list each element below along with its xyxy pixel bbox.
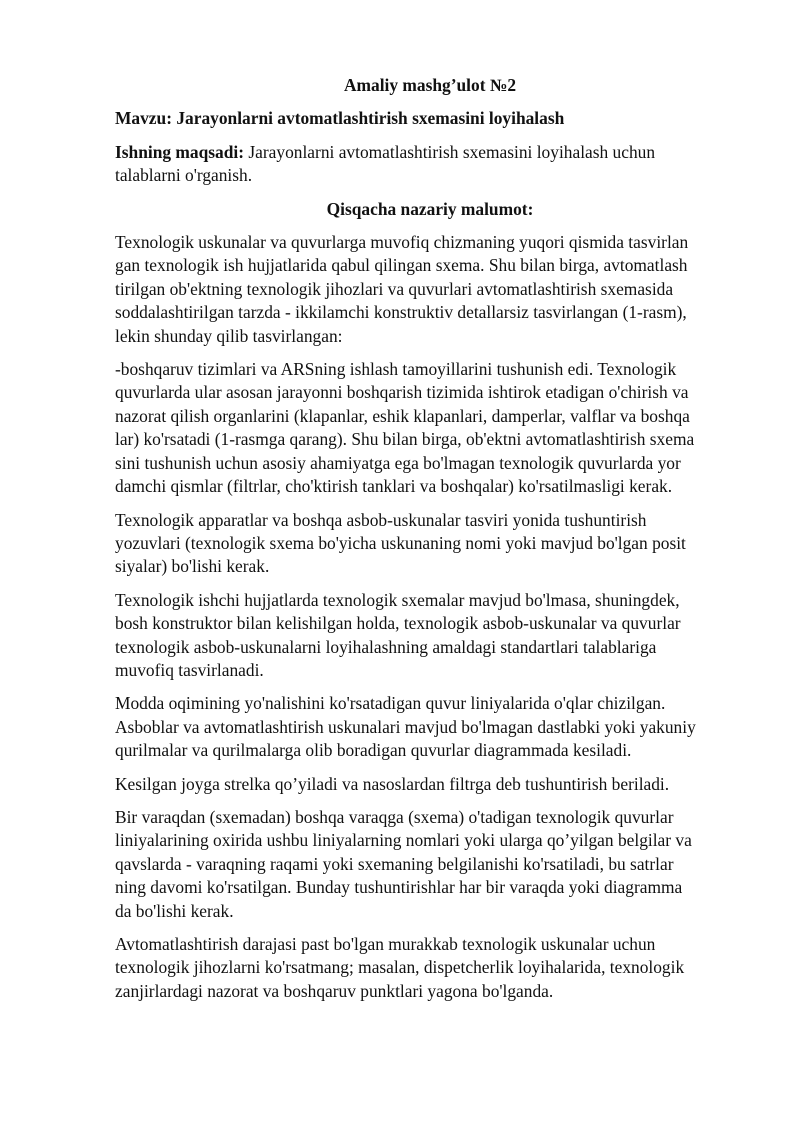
paragraph-line: Asboblar va avtomatlashtirish uskunalari mavjud bo'lmagan dastlabki yoki yakuniy [115, 716, 696, 737]
paragraph-line: texnologik jihozlarni ko'rsatmang; masalan, dispetcherlik loyihalarida, texnologik [115, 957, 685, 978]
paragraph-line: -boshqaruv tizimlari va ARSning ishlash tamoyillarini tushunish edi. Texnologik [115, 359, 677, 380]
paragraph-line: quvurlarda ular asosan jarayonni boshqarish tizimida ishtirok etadigan o'chirish va [115, 382, 689, 403]
paragraph [115, 509, 745, 579]
paragraph-line: nazorat qilish organlarini (klapanlar, eshik klapanlari, damperlar, valflar va boshqa [115, 405, 690, 426]
paragraph-line: texnologik asbob-uskunalarni loyihalashning amaldagi standartlari talablariga [115, 636, 657, 657]
paragraph-line: qurilmalar va qurilmalarga olib boradigan quvurlar diagrammada kesiladi. [115, 740, 632, 761]
paragraph [115, 692, 745, 762]
document-title: Amaliy mashg’ulot №2 [343, 75, 517, 95]
paragraph-line: lekin shunday qilib tasvirlangan: [115, 325, 343, 346]
paragraph-line: Kesilgan joyga strelka qo’yiladi va nasoslardan filtrga deb tushuntirish beriladi. [115, 773, 670, 794]
paragraph-line: Bir varaqdan (sxemadan) boshqa varaqga (sxema) o'tadigan texnologik quvurlar [115, 806, 674, 827]
paragraph-line: liniyalarining oxirida ushbu liniyalarning nomlari yoki ularga qo’yilgan belgilar va [115, 830, 692, 851]
document-page [115, 74, 745, 1013]
paragraph-line: gan texnologik ish hujjatlarida qabul qilingan sxema. Shu bilan birga, avtomatlash [115, 255, 688, 276]
body-text [115, 231, 745, 1003]
paragraph-line: Avtomatlashtirish darajasi past bo'lgan murakkab texnologik uskunalar uchun [115, 934, 656, 954]
paragraph-line: tirilgan ob'ektning texnologik jihozlari va quvurlari avtomatlashtirish sxemasida [115, 278, 674, 299]
paragraph-line: zanjirlardagi nazorat va boshqaruv punktlari yagona bo'lganda. [115, 980, 554, 1001]
purpose-line: talablarni o'rganish. [115, 165, 253, 186]
purpose-text: Jarayonlarni avtomatlashtirish sxemasini loyihalash uchun [244, 141, 656, 162]
paragraph-line: qavslarda - varaqning raqami yoki sxemaning belgilanishi ko'rsatiladi, bu satrlar [115, 853, 674, 874]
paragraph-line: Texnologik uskunalar va quvurlarga muvofiq chizmaning yuqori qismida tasvirlan [115, 232, 689, 253]
paragraph-line: damchi qismlar (filtrlar, cho'ktirish tanklari va boshqalar) ko'rsatilmasligi kerak. [115, 476, 673, 497]
paragraph-line: bosh konstruktor bilan kelishilgan holda, texnologik asbob-uskunalar va quvurlar [115, 613, 681, 634]
paragraph-line: ning davomi ko'rsatilgan. Bunday tushuntirishlar har bir varaqda yoki diagramma [115, 877, 683, 898]
purpose-block [115, 141, 745, 188]
paragraph [115, 358, 745, 498]
paragraph [115, 231, 745, 348]
paragraph-line: Texnologik apparatlar va boshqa asbob-uskunalar tasviri yonida tushuntirish [115, 509, 647, 530]
paragraph-line: sini tushunish uchun asosiy ahamiyatga ega bo'lmagan texnologik quvurlarda yor [115, 452, 681, 473]
paragraph [115, 773, 745, 796]
paragraph [115, 806, 745, 923]
purpose-line [115, 141, 745, 164]
paragraph-line: siyalar) bo'lishi kerak. [115, 556, 270, 577]
paragraph-line: soddalashtirilgan tarzda - ikkilamchi konstruktiv detallarsiz tasvirlangan (1-rasm), [115, 302, 687, 323]
paragraph-line: muvofiq tasvirlanadi. [115, 659, 264, 680]
section-heading: Qisqacha nazariy malumot: [326, 198, 534, 219]
paragraph-line: yozuvlari (texnologik sxema bo'yicha uskunaning nomi yoki mavjud bo'lgan posit [115, 532, 686, 553]
paragraph [115, 589, 745, 683]
paragraph-line: da bo'lishi kerak. [115, 900, 234, 921]
paragraph [115, 933, 745, 1003]
document-topic: Mavzu: Jarayonlarni avtomatlashtirish sxemasini loyihalash [115, 108, 565, 129]
paragraph-line: Texnologik ishchi hujjatlarda texnologik sxemalar mavjud bo'lmasa, shuningdek, [115, 589, 680, 610]
paragraph-line: Modda oqimining yo'nalishini ko'rsatadigan quvur liniyalarida o'qlar chizilgan. [115, 693, 666, 714]
purpose-label: Ishning maqsadi: [115, 141, 245, 162]
paragraph-line: lar) ko'rsatadi (1-rasmga qarang). Shu bilan birga, ob'ektni avtomatlashtirish sxema [115, 429, 695, 450]
